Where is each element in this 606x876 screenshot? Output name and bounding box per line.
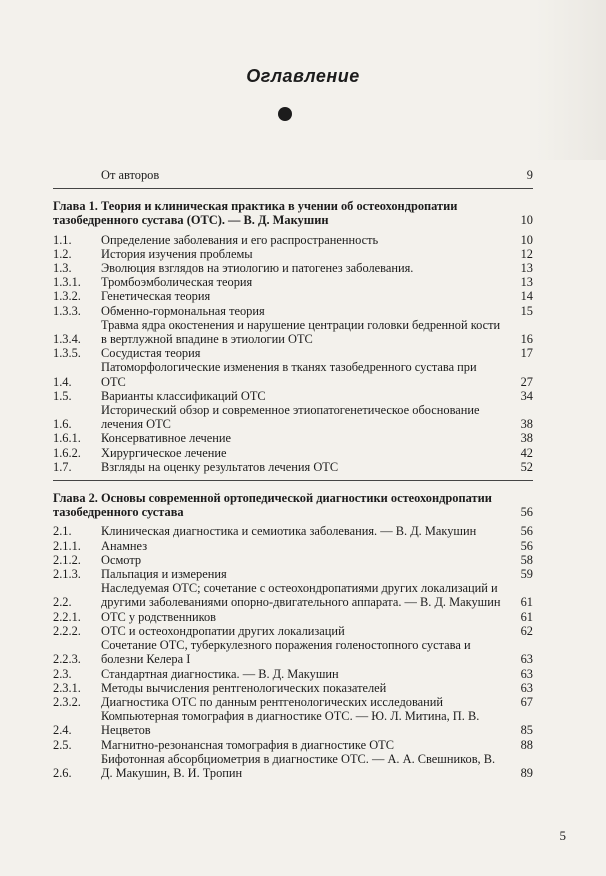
entry-page: 52 [520,459,533,474]
entry-page: 56 [520,505,533,520]
entry-page: 38 [520,431,533,446]
toc-entry[interactable] [53,318,533,346]
chapter-title: Глава 1. Теория и клиническая практика в учении об остеохондропатии тазобедренного сустава (ОТС). — В. Д. Макушин [53,199,458,228]
entry-title: Варианты классификаций ОТС [101,388,266,403]
entry-title: История изучения проблемы [101,246,253,261]
entry-number: 2.1.3. [53,567,81,582]
bullet-ornament [278,107,292,121]
entry-title: Диагностика ОТС по данным рентгенологических исследований [101,694,444,709]
entry-page: 62 [520,623,533,638]
toc-entry[interactable] [53,638,533,666]
entry-page: 89 [520,765,533,780]
toc-entry[interactable] [53,567,533,581]
entry-page: 12 [520,246,533,261]
entry-title: Стандартная диагностика. — В. Д. Макушин [101,666,339,681]
entry-page: 67 [520,694,533,709]
entry-number: 1.6. [53,417,72,432]
entry-title: ОТС и остеохондропатии других локализаций [101,623,345,638]
entry-page: 38 [520,417,533,432]
entry-title: Консервативное лечение [101,431,232,446]
toc-entry[interactable] [53,695,533,709]
page-number: 5 [559,828,566,843]
toc-entry[interactable] [53,233,533,247]
entry-page: 15 [520,303,533,318]
entry-number: 2.2.1. [53,609,81,624]
entry-title: Тромбоэмболическая теория [101,275,253,290]
entry-number: 2.2.2. [53,623,81,638]
entry-title: Клиническая диагностика и семиотика заболевания. — В. Д. Макушин [101,524,477,539]
entry-title: Хирургическое лечение [101,445,227,460]
entry-number: 2.6. [53,765,72,780]
entry-number: 1.3. [53,261,72,276]
entry-page: 85 [520,723,533,738]
entry-title: Патоморфологические изменения в тканях тазобедренного сустава при ОТС [101,360,477,389]
divider [53,480,533,481]
toc-entry[interactable] [53,738,533,752]
toc-entry[interactable] [53,360,533,388]
toc-chapter[interactable] [53,491,533,519]
toc-entry[interactable] [53,446,533,460]
entry-number: 2.1. [53,524,72,539]
entry-title: Магнитно-резонансная томография в диагностике ОТС [101,737,394,752]
entry-page: 10 [520,232,533,247]
entry-page: 42 [520,445,533,460]
toc-entry[interactable] [53,553,533,567]
entry-title: От авторов [101,168,160,182]
toc-entry[interactable] [53,275,533,289]
entry-title: Анамнез [101,538,148,553]
toc-entry[interactable] [53,539,533,553]
entry-number: 1.6.2. [53,445,81,460]
table-of-contents [53,168,533,780]
divider [53,188,533,189]
entry-title: Эволюция взглядов на этиологию и патогенез заболевания. [101,261,414,276]
entry-page: 58 [520,552,533,567]
entry-title: Исторический обзор и современное этиопатогенетическое обоснование лечения ОТС [101,403,480,432]
toc-entry[interactable] [53,261,533,275]
toc-entry[interactable] [53,346,533,360]
entry-number: 1.3.4. [53,332,81,347]
chapter-title: Глава 2. Основы современной ортопедической диагностики остеохондропатии тазобедренного сустава [53,491,492,520]
toc-entry[interactable] [53,389,533,403]
entry-page: 17 [520,346,533,361]
entry-number: 1.2. [53,246,72,261]
entry-title: Осмотр [101,552,142,567]
entry-title: Обменно-гормональная теория [101,303,265,318]
entry-title: Взгляды на оценку результатов лечения ОТС [101,459,339,474]
entry-page: 27 [520,374,533,389]
entry-number: 1.4. [53,374,72,389]
page-title: Оглавление [246,66,360,86]
entry-page: 61 [520,595,533,610]
toc-entry[interactable] [53,610,533,624]
entry-title: Определение заболевания и его распространенность [101,232,379,247]
toc-entry[interactable] [53,581,533,609]
entry-page: 63 [520,666,533,681]
toc-entry[interactable] [53,403,533,431]
entry-number: 1.3.2. [53,289,81,304]
toc-entry[interactable] [53,524,533,538]
entry-number: 2.1.2. [53,552,81,567]
entry-title: Наследуемая ОТС; сочетание с остеохондропатиями других локализаций и другими заболеваниями опорно-двигательного аппарата. — В. Д. Макушин [101,581,501,610]
toc-entry[interactable] [53,289,533,303]
entry-number: 2.1.1. [53,538,81,553]
entry-number: 1.1. [53,232,72,247]
entry-page: 56 [520,538,533,553]
entry-title: Сочетание ОТС, туберкулезного поражения голеностопного сустава и болезни Келера I [101,638,471,667]
toc-entry[interactable] [53,460,533,474]
entry-title: ОТС у родственников [101,609,217,624]
entry-page: 13 [520,261,533,276]
entry-page: 9 [526,168,533,182]
entry-number: 1.7. [53,459,72,474]
entry-number: 1.5. [53,388,72,403]
entry-page: 14 [520,289,533,304]
entry-page: 61 [520,609,533,624]
entry-number: 1.6.1. [53,431,81,446]
entry-number: 1.3.3. [53,303,81,318]
entry-number: 2.3. [53,666,72,681]
toc-entry[interactable] [53,168,533,182]
toc-chapter[interactable] [53,199,533,227]
entry-page: 88 [520,737,533,752]
entry-page: 16 [520,332,533,347]
entry-title: Пальпация и измерения [101,567,227,582]
entry-number: 2.2.3. [53,652,81,667]
entry-page: 56 [520,524,533,539]
toc-entry[interactable] [53,247,533,261]
entry-number: 1.3.1. [53,275,81,290]
toc-entry[interactable] [53,681,533,695]
toc-entry[interactable] [53,709,533,737]
entry-title: Травма ядра окостенения и нарушение центрации головки бедренной кости в вертлужной впадине в этиологии ОТС [101,317,501,347]
entry-number: 2.2. [53,595,72,610]
entry-title: Компьютерная томография в диагностике ОТС. — Ю. Л. Митина, П. В. Нецветов [101,709,480,738]
toc-entry[interactable] [53,624,533,638]
entry-page: 34 [520,388,533,403]
entry-page: 63 [520,680,533,695]
entry-number: 2.4. [53,723,72,738]
entry-title: Генетическая теория [101,289,211,304]
entry-number: 2.3.1. [53,680,81,695]
entry-title: Бифотонная абсорбциометрия в диагностике ОТС. — А. А. Свешников, В. Д. Макушин, В. И. Тропин [101,751,496,780]
entry-number: 2.5. [53,737,72,752]
entry-number: 1.3.5. [53,346,81,361]
entry-page: 10 [520,213,533,228]
toc-entry[interactable] [53,431,533,445]
entry-number: 2.3.2. [53,694,81,709]
toc-entry[interactable] [53,667,533,681]
entry-page: 59 [520,567,533,582]
entry-title: Методы вычисления рентгенологических показателей [101,680,387,695]
toc-entry[interactable] [53,752,533,780]
entry-title: Сосудистая теория [101,346,201,361]
entry-page: 13 [520,275,533,290]
entry-page: 63 [520,652,533,667]
toc-entry[interactable] [53,304,533,318]
